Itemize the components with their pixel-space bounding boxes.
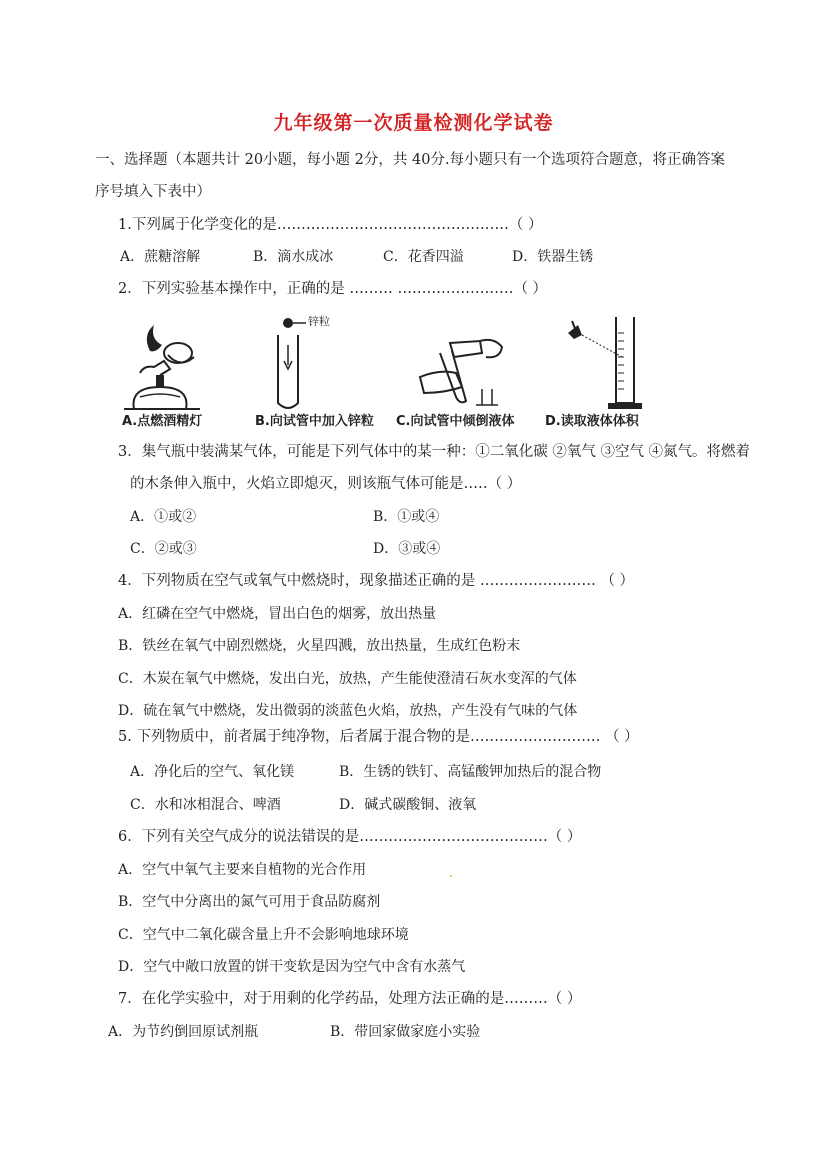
section-instructions-line2: 序号填入下表中） xyxy=(95,184,211,200)
question-7-option-a: A．为节约倒回原试剂瓶 xyxy=(108,1024,259,1040)
question-3-option-a: A．①或② xyxy=(130,509,197,525)
question-5-option-b: B．生锈的铁钉、高锰酸钾加热后的混合物 xyxy=(339,764,602,780)
question-7-option-b: B．带回家做家庭小实验 xyxy=(330,1024,481,1040)
question-2-stem: 2．下列实验基本操作中，正确的是 ……… ……………………（ ） xyxy=(118,281,548,297)
question-1-option-d: D．铁器生锈 xyxy=(512,249,594,265)
question-6-option-b: B．空气中分离出的氮气可用于食品防腐剂 xyxy=(118,894,381,910)
figure-a-caption: A.点燃酒精灯 xyxy=(122,414,203,429)
question-1-option-a: A．蔗糖溶解 xyxy=(120,249,201,265)
question-3-option-b: B．①或④ xyxy=(373,509,440,525)
question-4-option-b: B．铁丝在氧气中剧烈燃烧，火星四溅，放出热量，生成红色粉末 xyxy=(118,638,521,654)
figure-c-caption: C.向试管中倾倒液体 xyxy=(396,414,515,429)
question-3-option-d: D．③或④ xyxy=(373,541,441,557)
question-6-stem: 6．下列有关空气成分的说法错误的是…………………………………（ ） xyxy=(118,829,582,845)
question-1-stem: 1.下列属于化学变化的是…………………………………………（ ） xyxy=(118,217,543,233)
question-3-stem-line1: 3．集气瓶中装满某气体，可能是下列气体中的某一种：①二氧化碳 ②氧气 ③空气 ④氮气。将燃着 xyxy=(118,444,751,460)
section-instructions-line1: 一、选择题（本题共计 20小题，每小题 2分，共 40分.每小题只有一个选项符合题意，将正确答案 xyxy=(95,152,726,168)
question-6-option-a: A．空气中氧气主要来自植物的光合作用 xyxy=(118,862,367,878)
question-5-option-c: C．水和冰相混合、啤酒 xyxy=(130,797,281,813)
question-6-option-d: D．空气中敞口放置的饼干变软是因为空气中含有水蒸气 xyxy=(118,959,466,975)
page-title: 九年级第一次质量检测化学试卷 xyxy=(273,112,554,134)
question-4-option-c: C．木炭在氧气中燃烧，发出白光，放热，产生能使澄清石灰水变浑的气体 xyxy=(118,671,577,687)
question-6-option-c: C．空气中二氧化碳含量上升不会影响地球环境 xyxy=(118,927,409,943)
question-4-option-a: A．红磷在空气中燃烧，冒出白色的烟雾，放出热量 xyxy=(118,606,437,622)
question-5-option-d: D．碱式碳酸铜、液氧 xyxy=(339,797,477,813)
figure-b-caption: B.向试管中加入锌粒 xyxy=(255,414,374,429)
question-5-stem: 5. 下列物质中，前者属于纯净物，后者属于混合物的是……………………… （ ） xyxy=(118,729,639,745)
question-1-option-b: B．滴水成冰 xyxy=(253,249,334,265)
stray-mark: . xyxy=(449,866,453,880)
zinc-label: 锌粒 xyxy=(308,315,330,328)
figure-d-caption: D.读取液体体积 xyxy=(545,414,639,429)
question-4-stem: 4．下列物质在空气或氧气中燃烧时，现象描述正确的是 …………………… （ ） xyxy=(118,573,635,589)
question-1-option-c: C．花香四溢 xyxy=(383,249,464,265)
question-5-option-a: A．净化后的空气、氧化镁 xyxy=(130,764,295,780)
question-4-option-d: D．硫在氧气中燃烧，发出微弱的淡蓝色火焰，放热，产生没有气味的气体 xyxy=(118,703,578,719)
question-3-stem-line2: 的木条伸入瓶中，火焰立即熄灭，则该瓶气体可能是…‥（ ） xyxy=(130,476,522,492)
question-7-stem: 7．在化学实验中，对于用剩的化学药品，处理方法正确的是………（ ） xyxy=(118,991,582,1007)
question-3-option-c: C．②或③ xyxy=(130,541,197,557)
